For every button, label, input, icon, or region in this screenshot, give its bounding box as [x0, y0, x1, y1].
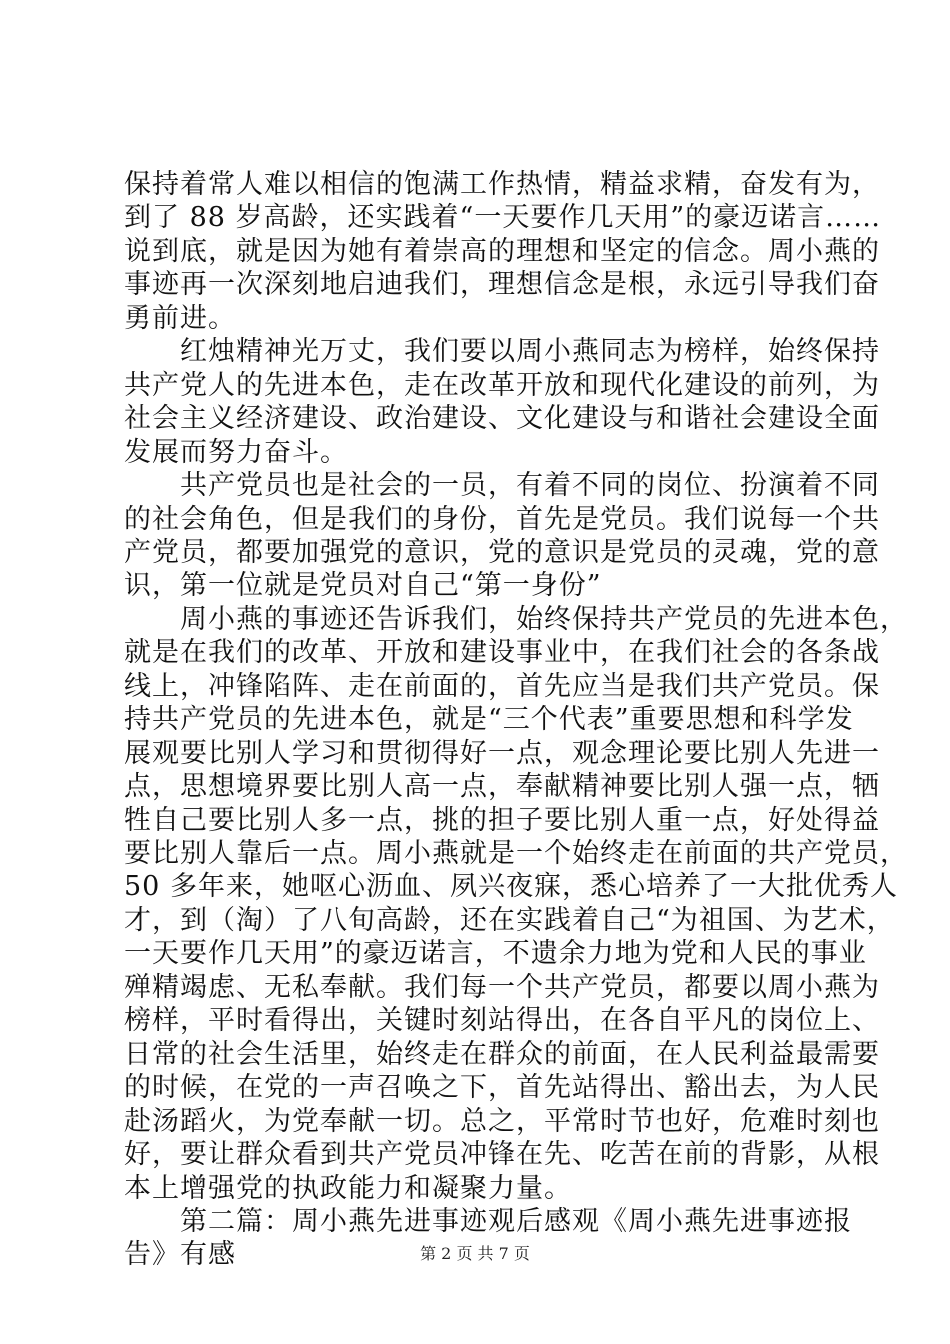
text-line: 展观要比别人学习和贯彻得好一点，观念理论要比别人先进一: [124, 737, 880, 769]
page-footer: 第 2 页 共 7 页: [420, 1244, 530, 1263]
text-line: 发展而努力奋斗。: [124, 436, 348, 468]
text-line: 赴汤蹈火，为党奉献一切。总之，平常时节也好，危难时刻也: [124, 1105, 880, 1137]
text-line: 事迹再一次深刻地启迪我们，理想信念是根，永远引导我们奋: [124, 269, 880, 301]
text-line: 周小燕的事迹还告诉我们，始终保持共产党员的先进本色，: [124, 603, 908, 635]
text-line: 的社会角色，但是我们的身份，首先是党员。我们说每一个共: [124, 503, 880, 535]
text-line: 共产党人的先进本色，走在改革开放和现代化建设的前列，为: [124, 369, 880, 401]
text-line: 到了 88 岁高龄，还实践着“一天要作几天用”的豪迈诺言……: [124, 202, 882, 234]
text-line: 第二篇：周小燕先进事迹观后感观《周小燕先进事迹报: [124, 1205, 852, 1237]
text-line: 殚精竭虑、无私奉献。我们每一个共产党员，都要以周小燕为: [124, 971, 880, 1003]
text-line: 识，第一位就是党员对自己“第一身份”: [124, 570, 602, 602]
text-line: 保持着常人难以相信的饱满工作热情，精益求精，奋发有为，: [124, 169, 880, 200]
text-line: 线上，冲锋陷阵、走在前面的，首先应当是我们共产党员。保: [124, 670, 880, 702]
text-line: 就是在我们的改革、开放和建设事业中，在我们社会的各条战: [124, 637, 880, 669]
text-line: 本上增强党的执政能力和凝聚力量。: [124, 1172, 572, 1204]
text-line: 告》有感: [124, 1239, 236, 1271]
text-line: 勇前进。: [124, 302, 236, 334]
text-line: 的时候，在党的一声召唤之下，首先站得出、豁出去，为人民: [124, 1072, 880, 1104]
text-line: 要比别人靠后一点。周小燕就是一个始终走在前面的共产党员，: [124, 838, 908, 869]
text-line: 说到底，就是因为她有着崇高的理想和坚定的信念。周小燕的: [124, 235, 880, 267]
text-line: 点，思想境界要比别人高一点，奉献精神要比别人强一点，牺: [124, 771, 880, 803]
text-line: 50 多年来，她呕心沥血、夙兴夜寐，悉心培养了一大批优秀人: [124, 871, 898, 903]
text-line: 社会主义经济建设、政治建设、文化建设与和谐社会建设全面: [124, 403, 880, 435]
text-line: 榜样，平时看得出，关键时刻站得出，在各自平凡的岗位上、: [124, 1005, 880, 1037]
text-line: 产党员，都要加强党的意识，党的意识是党员的灵魂，党的意: [124, 536, 880, 568]
text-line: 一天要作几天用”的豪迈诺言，不遗余力地为党和人民的事业: [124, 938, 867, 970]
text-line: 日常的社会生活里，始终走在群众的前面，在人民利益最需要: [124, 1038, 880, 1070]
text-line: 共产党员也是社会的一员，有着不同的岗位、扮演着不同: [124, 470, 880, 502]
text-line: 牲自己要比别人多一点，挑的担子要比别人重一点，好处得益: [124, 804, 880, 836]
text-line: 好，要让群众看到共产党员冲锋在先、吃苦在前的背影，从根: [124, 1139, 880, 1171]
text-line: 持共产党员的先进本色，就是“三个代表”重要思想和科学发: [124, 704, 854, 736]
text-line: 才，到（淘）了八旬高龄，还在实践着自己“为祖国、为艺术，: [124, 904, 895, 936]
text-line: 红烛精神光万丈，我们要以周小燕同志为榜样，始终保持: [124, 336, 880, 368]
